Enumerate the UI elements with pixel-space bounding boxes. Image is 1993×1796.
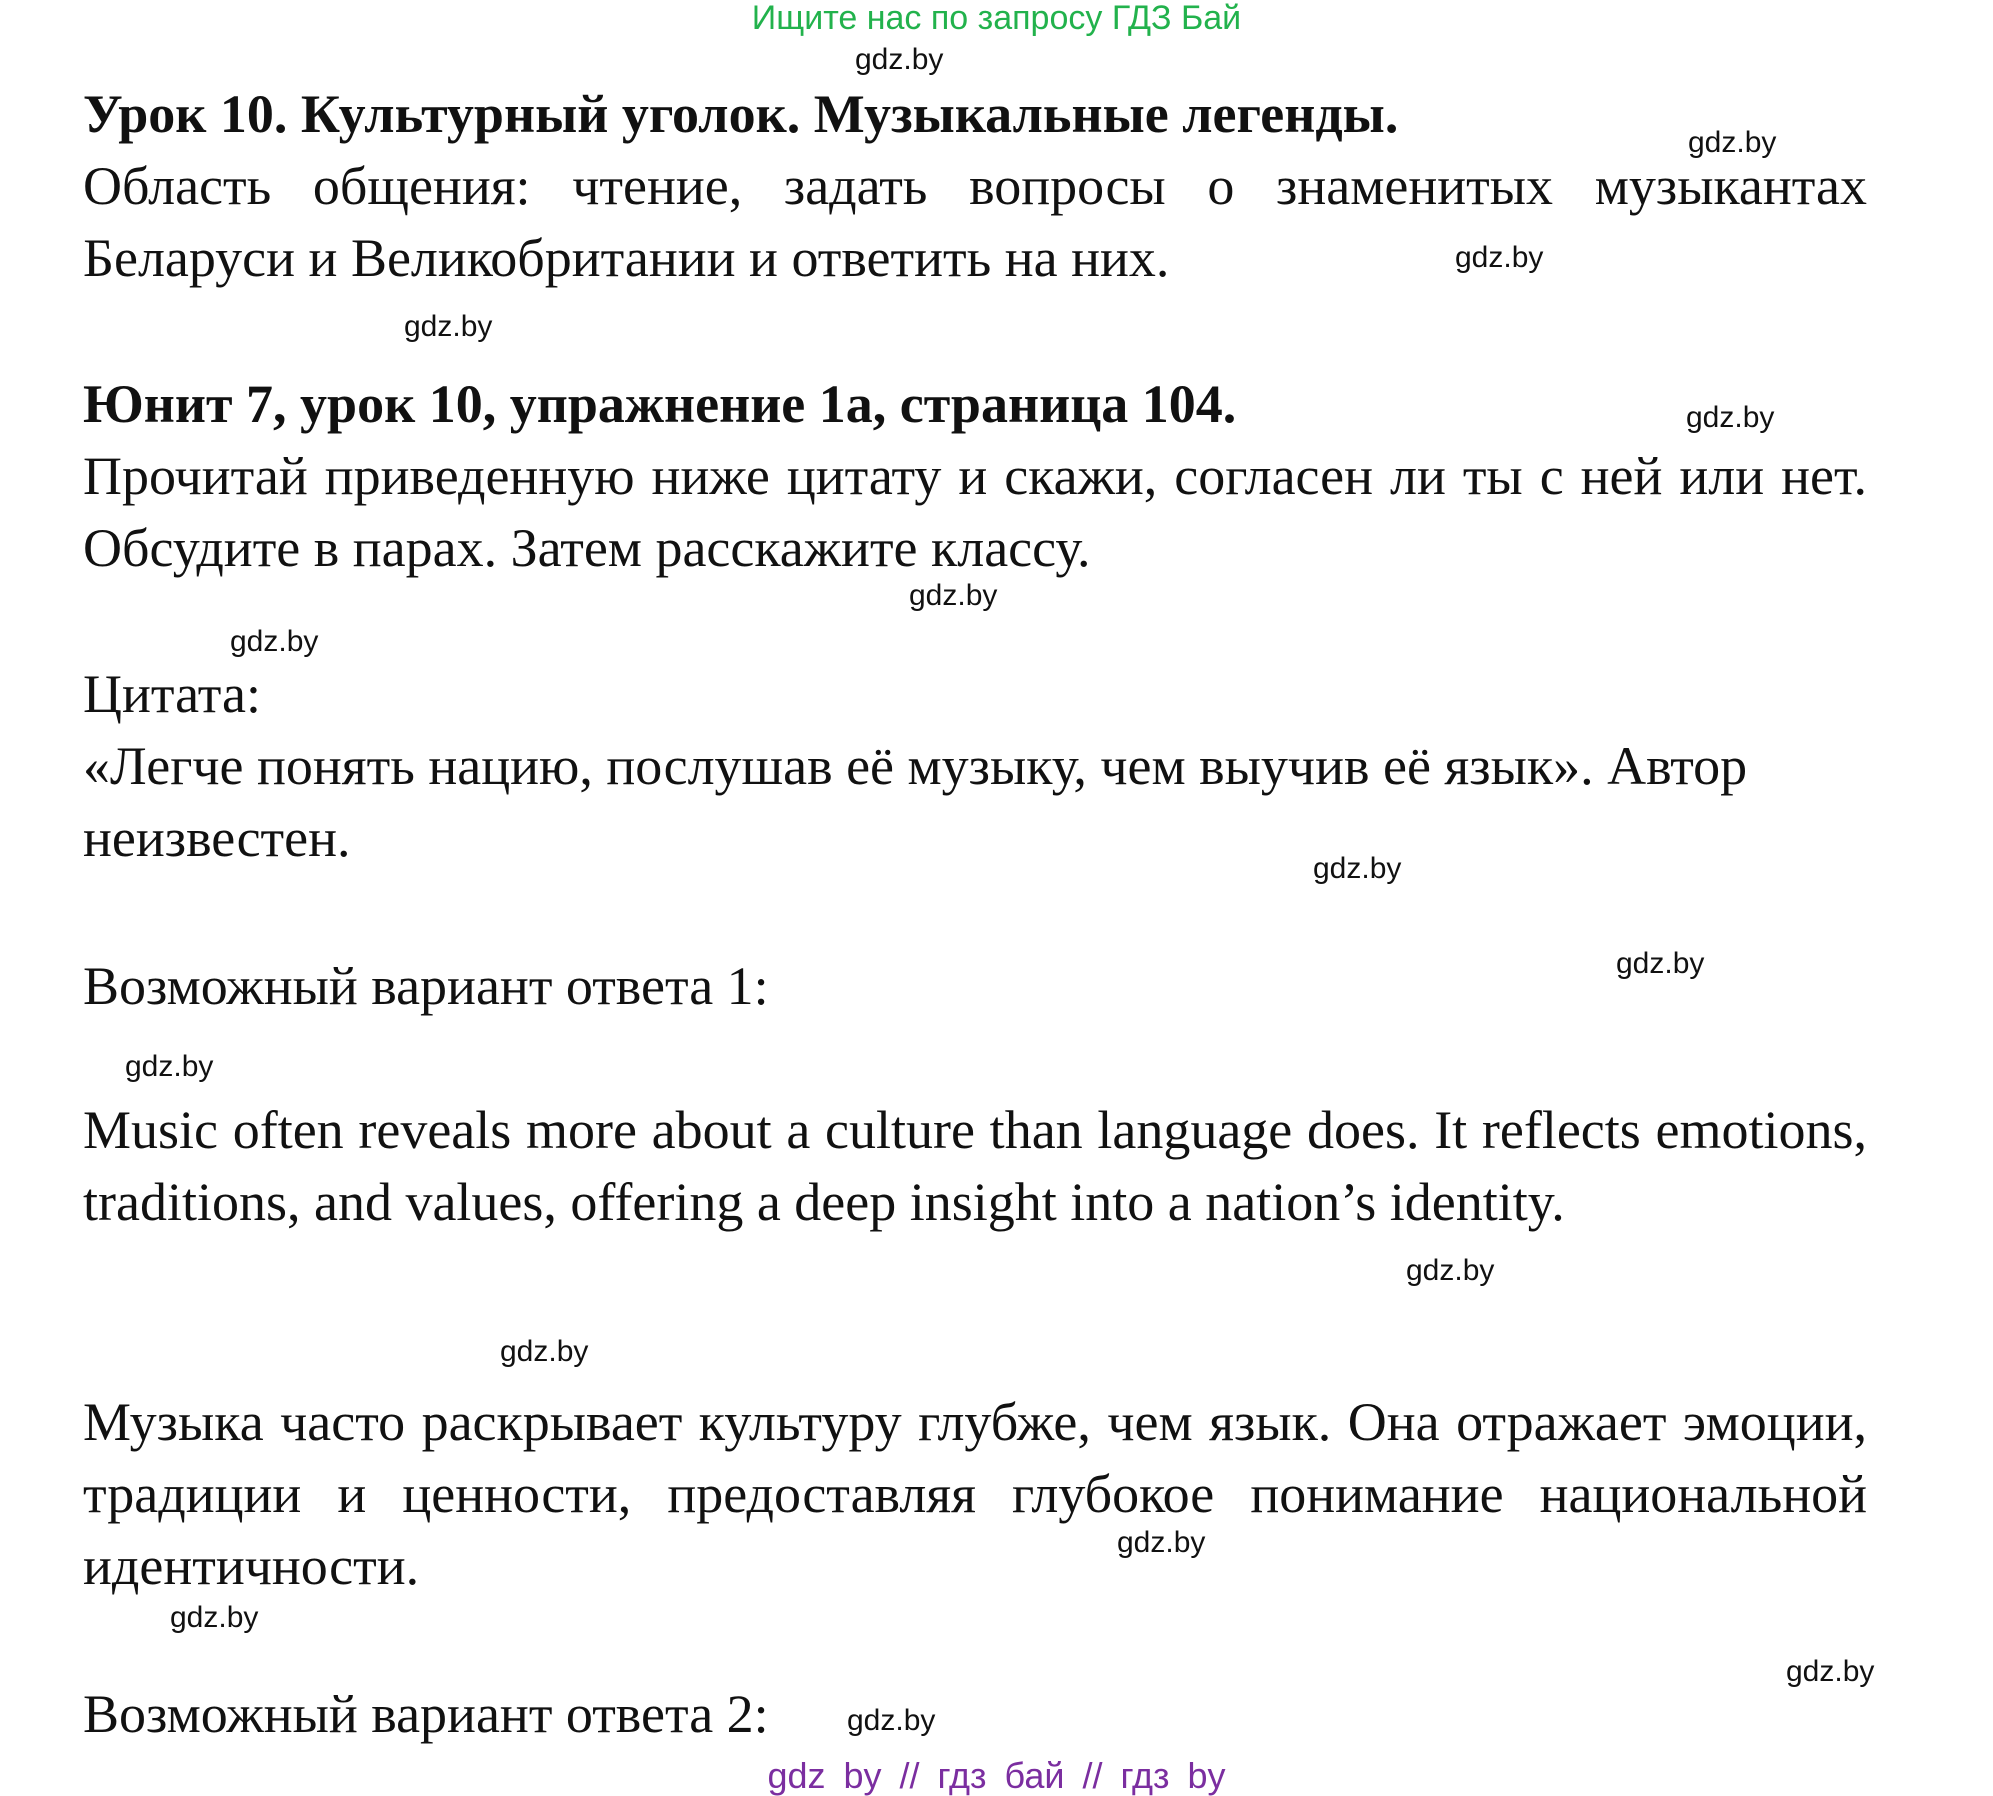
- watermark: gdz.by: [1455, 241, 1544, 274]
- watermark: gdz.by: [1313, 852, 1402, 885]
- watermark: gdz.by: [170, 1601, 259, 1634]
- communication-area: Область общения: чтение, задать вопросы о знаменитых музыкантах Беларуси и Великобритании и ответить на них.: [83, 156, 1867, 288]
- watermark: gdz.by: [847, 1704, 936, 1737]
- watermark: gdz.by: [1686, 401, 1775, 434]
- watermark: gdz.by: [125, 1050, 214, 1083]
- watermark: gdz.by: [500, 1335, 589, 1368]
- watermark: gdz.by: [1117, 1526, 1206, 1559]
- search-banner: Ищите нас по запросу ГДЗ Бай: [751, 0, 1242, 37]
- watermark: gdz.by: [1616, 947, 1705, 980]
- watermark: gdz.by: [230, 625, 319, 658]
- exercise-instruction: Прочитай приведенную ниже цитату и скажи, согласен ли ты с ней или нет. Обсудите в парах. Затем расскажите классу.: [83, 446, 1867, 578]
- answer-1-label: Возможный вариант ответа 1:: [83, 956, 769, 1016]
- footer-links: gdz by // гдз бай // гдз by: [767, 1755, 1226, 1796]
- watermark: gdz.by: [1786, 1655, 1875, 1688]
- exercise-heading: Юнит 7, урок 10, упражнение 1а, страница 104.: [83, 374, 1237, 434]
- answer-1-english: Music often reveals more about a culture than language does. It reflects emotions, traditions, and values, offering a deep insight into a nation’s identity.: [83, 1100, 1867, 1232]
- watermark: gdz.by: [404, 310, 493, 343]
- watermark: gdz.by: [1406, 1254, 1495, 1287]
- watermark: gdz.by: [1688, 126, 1777, 159]
- watermark: gdz.by: [855, 43, 944, 76]
- answer-2-label: Возможный вариант ответа 2:: [83, 1684, 769, 1744]
- lesson-title: Урок 10. Культурный уголок. Музыкальные легенды.: [83, 84, 1399, 144]
- watermark: gdz.by: [909, 579, 998, 612]
- quote-text: «Легче понять нацию, послушав её музыку, чем выучив её язык». Автор неизвестен.: [83, 736, 1748, 868]
- quote-label: Цитата:: [83, 664, 261, 724]
- answer-1-russian: Музыка часто раскрывает культуру глубже, чем язык. Она отражает эмоции, традиции и ценности, предоставляя глубокое понимание национальной идентичности.: [83, 1392, 1867, 1596]
